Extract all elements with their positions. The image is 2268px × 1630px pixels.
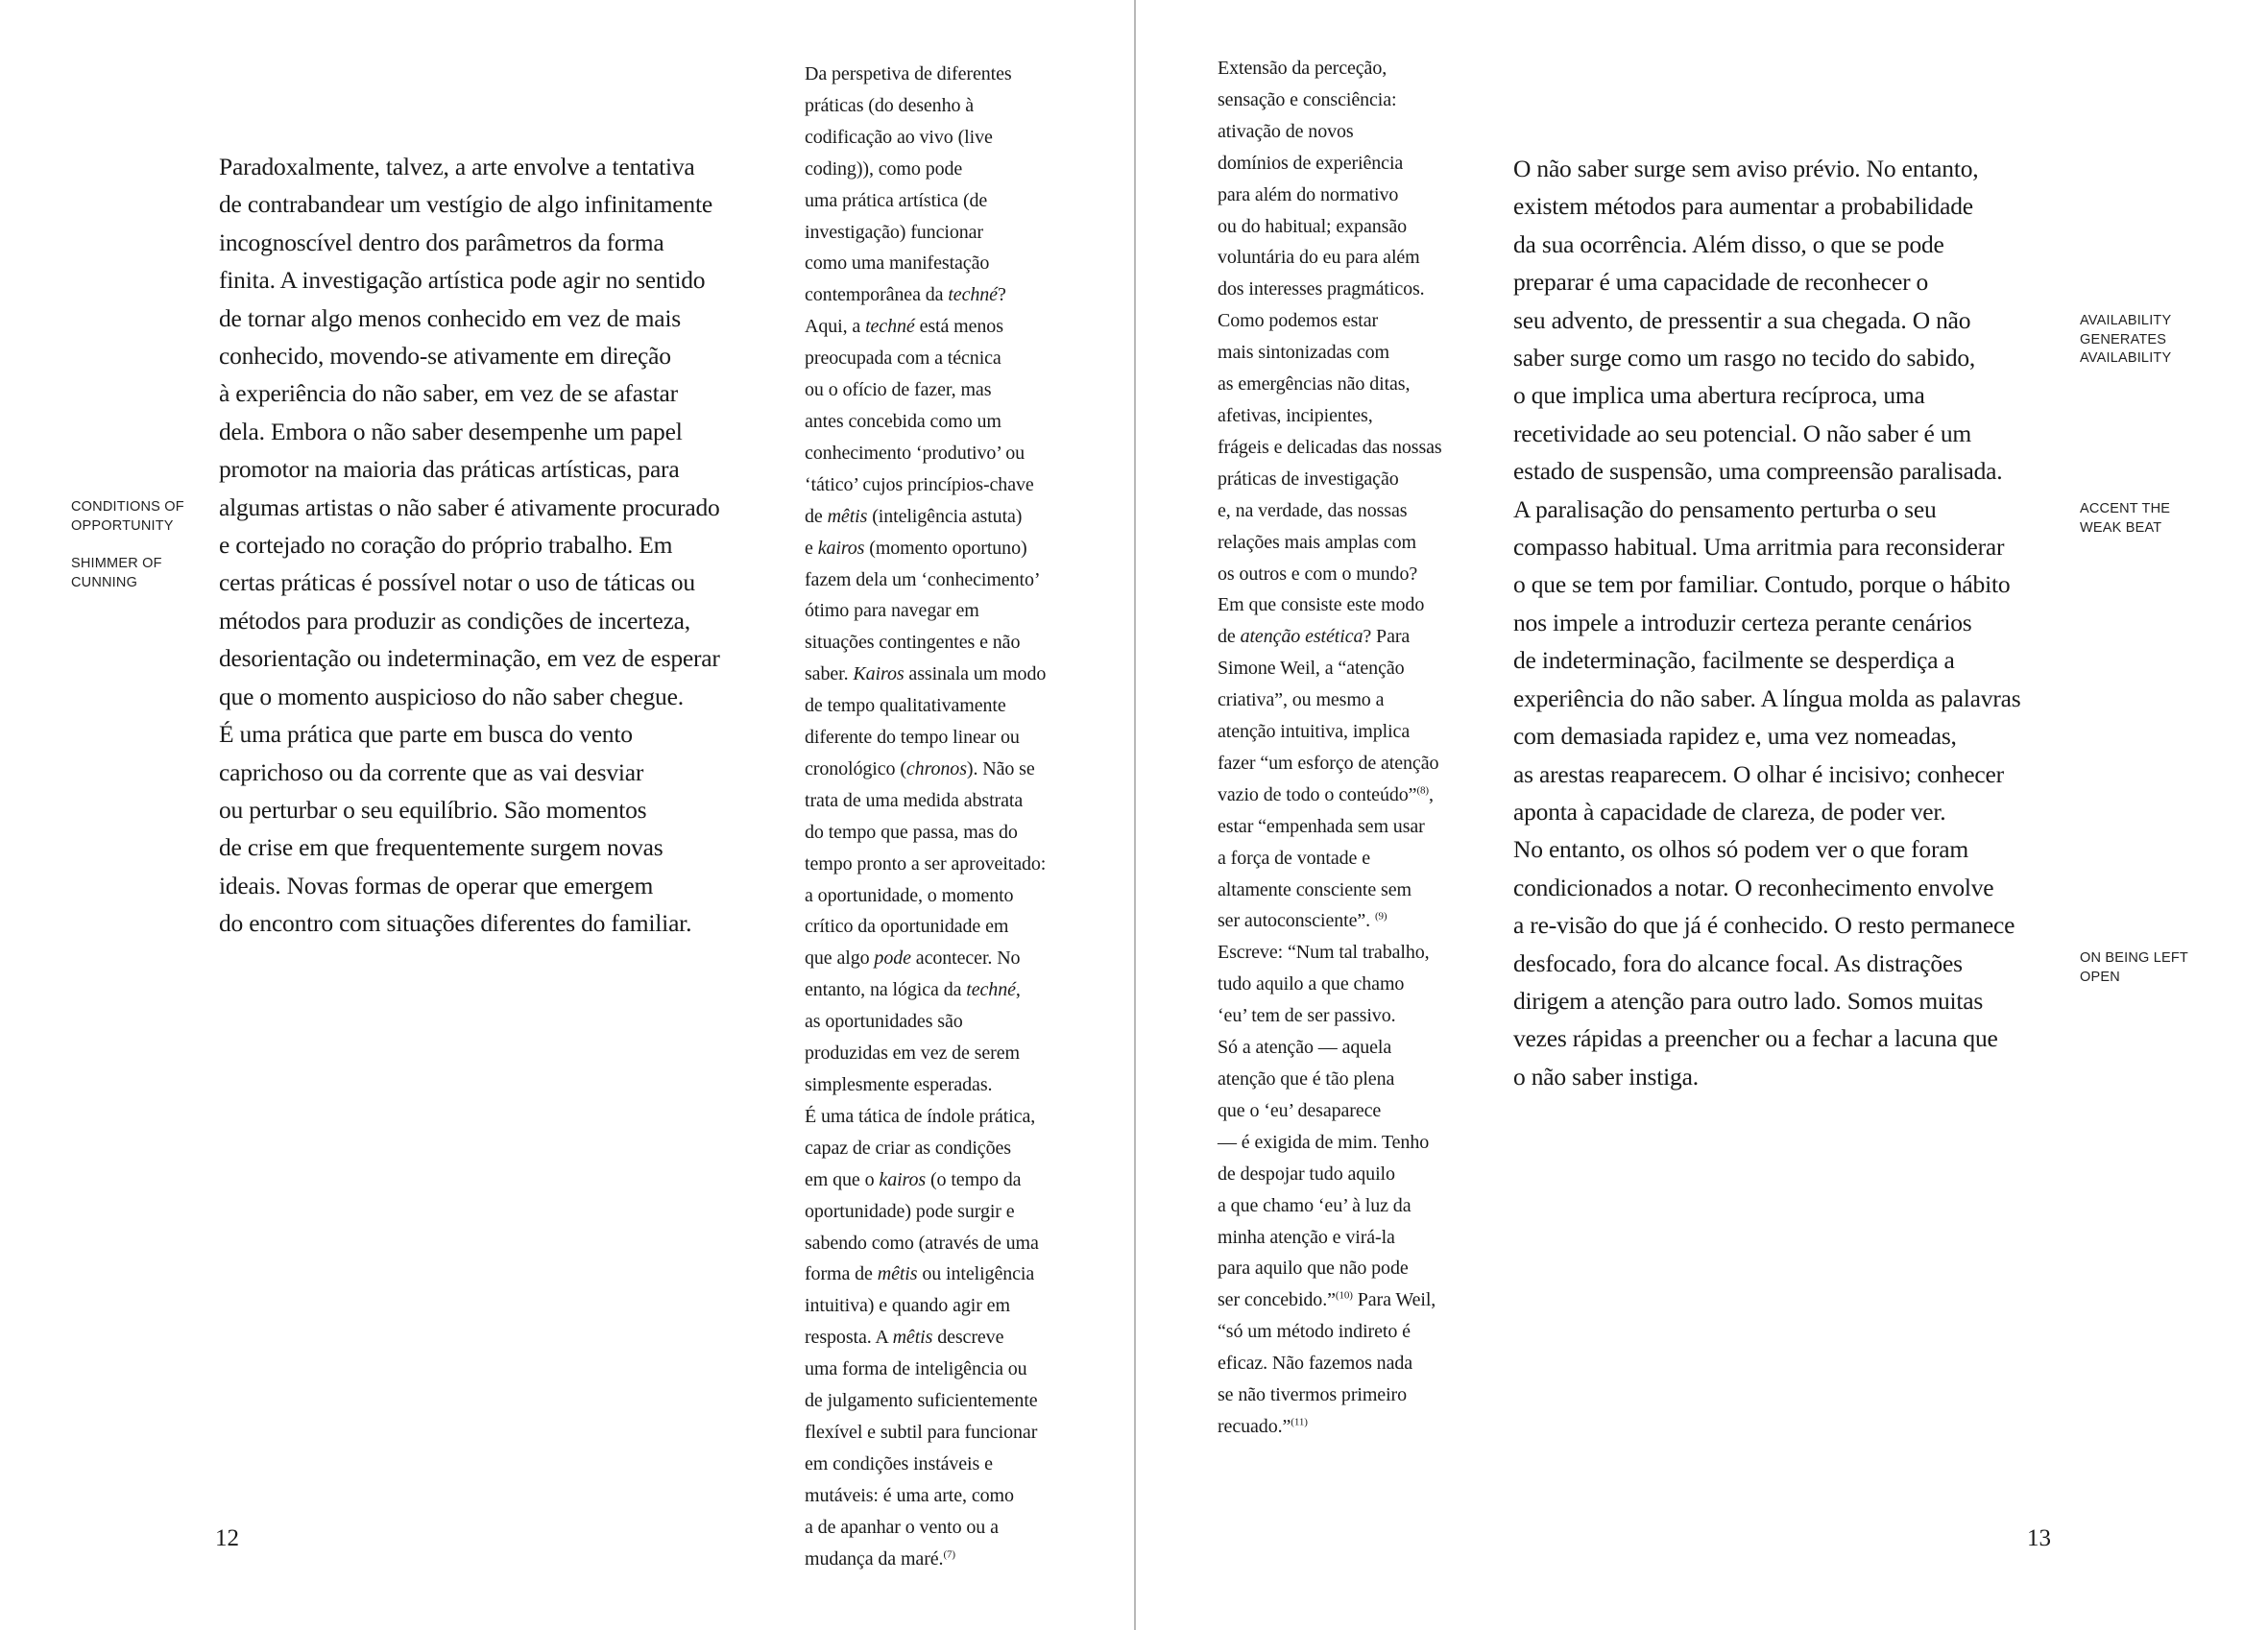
- text-run: Como podemos estar: [1218, 310, 1379, 332]
- text-run: preocupada com a técnica: [805, 348, 1001, 370]
- text-run: assinala um modo: [904, 663, 1047, 685]
- text-line: ideais. Novas formas de operar que emergem: [219, 871, 654, 899]
- text-line: com demasiada rapidez e, uma vez nomeadas,: [1513, 722, 1957, 751]
- text-run: Extensão da perceção,: [1218, 58, 1387, 79]
- text-line: [805, 122, 1112, 154]
- text-run: ótimo para navegar em: [805, 600, 979, 622]
- text-line: de crise em que frequentemente surgem novas: [219, 833, 664, 862]
- text-line: [805, 974, 1112, 1006]
- text-run: como uma manifestação: [805, 252, 990, 275]
- italic-term: atenção estética: [1240, 626, 1363, 648]
- text-line: à experiência do não saber, em vez de se afastar: [219, 379, 678, 408]
- text-line: [805, 817, 1112, 849]
- text-run: capaz de criar as condições: [805, 1137, 1011, 1159]
- text-line: [1218, 432, 1496, 464]
- text-run: ou do habitual; expansão: [1218, 215, 1407, 237]
- text-line: [1218, 1159, 1496, 1190]
- italic-term: pode: [874, 947, 911, 970]
- page-number-right: 13: [2027, 1525, 2051, 1551]
- text-run: para aquilo que não pode: [1218, 1258, 1409, 1280]
- text-line: o que se tem por familiar. Contudo, porque o hábito: [1513, 570, 2011, 599]
- text-line: [1218, 969, 1496, 1000]
- text-line: [1218, 274, 1496, 305]
- text-line: [805, 1228, 1112, 1259]
- text-line: [805, 311, 1112, 343]
- footnote-ref: (8): [1416, 784, 1429, 797]
- text-run: em que o: [805, 1168, 880, 1190]
- text-line: [1218, 211, 1496, 243]
- text-line: [805, 1258, 1112, 1290]
- text-run: afetivas, incipientes,: [1218, 404, 1373, 426]
- text-line: [805, 1006, 1112, 1038]
- text-run: ?: [997, 284, 1006, 306]
- text-line: [805, 374, 1112, 406]
- text-run: voluntária do eu para além: [1218, 247, 1420, 269]
- text-line: [1218, 1379, 1496, 1411]
- text-line: dirigem a atenção para outro lado. Somos muitas: [1513, 986, 1984, 1015]
- text-line: [1218, 1284, 1496, 1316]
- italic-term: kairos: [879, 1168, 927, 1190]
- text-run: Da perspetiva de diferentes: [805, 63, 1012, 84]
- text-run: Só a atenção — aquela: [1218, 1037, 1392, 1059]
- text-line: [1218, 811, 1496, 843]
- text-line: [805, 217, 1112, 249]
- text-line: ou perturbar o seu equilíbrio. São momentos: [219, 795, 647, 824]
- text-run: os outros e com o mundo?: [1218, 563, 1418, 585]
- text-run: Escreve: “Num tal trabalho,: [1218, 942, 1430, 964]
- text-line: [805, 1164, 1112, 1196]
- text-run: tempo pronto a ser aproveitado:: [805, 852, 1047, 875]
- text-run: as oportunidades são: [805, 1011, 963, 1033]
- text-run: minha atenção e virá-la: [1218, 1226, 1395, 1248]
- text-line: condicionados a notar. O reconhecimento envolve: [1513, 873, 1994, 901]
- text-line: [1218, 369, 1496, 400]
- text-line: desorientação ou indeterminação, em vez de esperar: [219, 644, 720, 673]
- text-line: [1218, 337, 1496, 369]
- text-line: o que implica uma abertura recíproca, uma: [1513, 381, 1925, 410]
- text-line: do encontro com situações diferentes do familiar.: [219, 909, 692, 938]
- text-line: [805, 1069, 1112, 1101]
- text-line: [805, 343, 1112, 374]
- text-line: [805, 1101, 1112, 1133]
- text-line: recetividade ao seu potencial. O não saber é um: [1513, 419, 1972, 447]
- text-line: [1218, 116, 1496, 148]
- text-run: dos interesses pragmáticos.: [1218, 278, 1425, 300]
- text-run: relações mais amplas com: [1218, 531, 1416, 553]
- text-line: [1218, 1000, 1496, 1032]
- text-run: (inteligência astuta): [867, 505, 1023, 527]
- text-line: de contrabandear um vestígio de algo infinitamente: [219, 190, 712, 219]
- text-line: [1218, 875, 1496, 906]
- text-line: estado de suspensão, uma compreensão paralisada.: [1513, 457, 2003, 486]
- text-line: [1218, 653, 1496, 684]
- text-line: [1218, 1411, 1496, 1443]
- text-run: trata de uma medida abstrata: [805, 789, 1024, 811]
- text-run: de tempo qualitativamente: [805, 695, 1006, 717]
- text-line: algumas artistas o não saber é ativamente procurado: [219, 492, 720, 521]
- text-line: [805, 248, 1112, 279]
- text-line: [1218, 527, 1496, 559]
- text-line: dela. Embora o não saber desempenhe um papel: [219, 417, 683, 445]
- text-line: [805, 1544, 1112, 1575]
- text-line: [1218, 1316, 1496, 1348]
- text-run: situações contingentes e não: [805, 632, 1021, 654]
- text-line: [805, 690, 1112, 722]
- footnote-ref: (11): [1291, 1416, 1308, 1428]
- text-run: acontecer. No: [910, 947, 1021, 970]
- text-run: ativação de novos: [1218, 120, 1354, 142]
- text-line: [1218, 748, 1496, 779]
- text-line: [1218, 589, 1496, 621]
- text-run: frágeis e delicadas das nossas: [1218, 436, 1442, 458]
- text-line: da sua ocorrência. Além disso, o que se pode: [1513, 229, 1944, 258]
- text-line: caprichoso ou da corrente que as vai desviar: [219, 757, 644, 786]
- footnote-ref: (7): [943, 1547, 955, 1560]
- text-line: [805, 1512, 1112, 1544]
- text-run: forma de: [805, 1263, 878, 1285]
- page-number-left: 12: [215, 1525, 239, 1551]
- text-run: a força de vontade e: [1218, 847, 1371, 869]
- text-run: “só um método indireto é: [1218, 1321, 1411, 1343]
- italic-term: techné: [948, 284, 998, 306]
- text-line: [805, 59, 1112, 90]
- text-line: [805, 533, 1112, 564]
- text-line: [805, 754, 1112, 785]
- text-line: [1218, 937, 1496, 969]
- right-main-column: [1513, 150, 2080, 1095]
- text-run: em condições instáveis e: [805, 1452, 993, 1474]
- text-run: domínios de experiência: [1218, 152, 1404, 174]
- text-run: ). Não se: [966, 757, 1035, 779]
- text-run: ‘tático’ cujos princípios-chave: [805, 473, 1034, 495]
- text-run: estar “empenhada sem usar: [1218, 815, 1425, 837]
- text-line: [805, 279, 1112, 311]
- text-line: [1218, 84, 1496, 116]
- text-line: [805, 564, 1112, 596]
- text-line: [805, 1290, 1112, 1322]
- text-line: A paralisação do pensamento perturba o seu: [1513, 494, 1937, 523]
- text-line: [805, 501, 1112, 533]
- text-run: e: [805, 537, 818, 559]
- text-line: [805, 627, 1112, 659]
- text-run: práticas de investigação: [1218, 467, 1399, 490]
- text-line: que o momento auspicioso do não saber chegue.: [219, 682, 684, 710]
- text-run: — é exigida de mim. Tenho: [1218, 1131, 1430, 1153]
- text-line: [805, 1385, 1112, 1417]
- text-line: seu advento, de pressentir a sua chegada. O não: [1513, 305, 1971, 334]
- text-line: Paradoxalmente, talvez, a arte envolve a tentativa: [219, 153, 695, 180]
- text-line: [1218, 559, 1496, 590]
- text-line: [1218, 1032, 1496, 1064]
- text-line: [805, 1196, 1112, 1228]
- text-run: fazem dela um ‘conhecimento’: [805, 568, 1041, 590]
- italic-term: Kairos: [853, 663, 905, 685]
- text-run: a que chamo ‘eu’ à luz da: [1218, 1194, 1411, 1216]
- text-line: preparar é uma capacidade de reconhecer o: [1513, 268, 1929, 297]
- text-run: para além do normativo: [1218, 183, 1399, 205]
- text-line: [1218, 843, 1496, 875]
- text-run: de despojar tudo aquilo: [1218, 1163, 1395, 1185]
- text-line: [1218, 1253, 1496, 1284]
- text-run: atenção que é tão plena: [1218, 1068, 1395, 1090]
- text-run: intuitiva) e quando agir em: [805, 1295, 1010, 1317]
- text-run: conhecimento ‘produtivo’ ou: [805, 442, 1025, 464]
- text-line: nos impele a introduzir certeza perante cenários: [1513, 608, 1972, 636]
- text-run: sabendo como (através de uma: [805, 1232, 1039, 1254]
- italic-term: chronos: [905, 757, 967, 779]
- text-run: criativa”, ou mesmo a: [1218, 689, 1385, 711]
- text-line: as arestas reaparecem. O olhar é incisivo; conhecer: [1513, 759, 2004, 788]
- text-run: coding)), como pode: [805, 157, 963, 180]
- text-run: que o ‘eu’ desaparece: [1218, 1099, 1382, 1121]
- italic-term: mêtis: [877, 1263, 918, 1285]
- text-run: sensação e consciência:: [1218, 88, 1397, 110]
- text-run: produzidas em vez de serem: [805, 1043, 1020, 1065]
- text-line: No entanto, os olhos só podem ver o que foram: [1513, 835, 1968, 864]
- text-line: desfocado, fora do alcance focal. As distrações: [1513, 948, 1963, 977]
- text-run: atenção intuitiva, implica: [1218, 721, 1411, 743]
- text-line: compasso habitual. Uma arritmia para reconsiderar: [1513, 533, 2005, 562]
- text-line: [1218, 1222, 1496, 1254]
- text-run: (o tempo da: [926, 1168, 1022, 1190]
- text-line: [805, 595, 1112, 627]
- text-run: uma prática artística (de: [805, 189, 988, 211]
- text-run: É uma tática de índole prática,: [805, 1105, 1036, 1127]
- text-run: as emergências não ditas,: [1218, 373, 1411, 396]
- text-line: [1218, 779, 1496, 811]
- text-run: ser autoconsciente”.: [1218, 910, 1375, 932]
- text-run: vazio de todo o conteúdo”: [1218, 783, 1417, 805]
- left-side-column: [805, 59, 1112, 1575]
- text-line: de indeterminação, facilmente se desperdiça a: [1513, 646, 1955, 675]
- text-line: [1218, 1190, 1496, 1222]
- text-line: [1218, 305, 1496, 337]
- text-line: finita. A investigação artística pode agir no sentido: [219, 266, 706, 295]
- text-run: eficaz. Não fazemos nada: [1218, 1353, 1413, 1375]
- text-run: ‘eu’ tem de ser passivo.: [1218, 1005, 1396, 1027]
- text-run: uma forma de inteligência ou: [805, 1358, 1027, 1380]
- text-run: e, na verdade, das nossas: [1218, 499, 1408, 521]
- text-run: altamente consciente sem: [1218, 878, 1411, 900]
- text-line: promotor na maioria das práticas artísticas, para: [219, 455, 680, 484]
- footnote-ref: (10): [1335, 1289, 1353, 1302]
- text-run: tudo aquilo a que chamo: [1218, 973, 1405, 995]
- text-line: [805, 1133, 1112, 1164]
- text-run: Aqui, a: [805, 316, 866, 338]
- text-run: de julgamento suficientemente: [805, 1390, 1038, 1412]
- text-line: [1218, 242, 1496, 274]
- italic-term: techné: [865, 316, 915, 338]
- text-run: cronológico (: [805, 757, 906, 779]
- text-line: [1218, 1095, 1496, 1127]
- margin-note-accent-the-weak-beat: ACCENT THE WEAK BEAT: [2080, 501, 2171, 536]
- text-line: [805, 438, 1112, 469]
- italic-term: kairos: [817, 537, 865, 559]
- text-line: [1218, 1348, 1496, 1379]
- text-run: investigação) funcionar: [805, 221, 983, 243]
- text-line: [1218, 684, 1496, 716]
- text-run: ,: [1428, 783, 1434, 805]
- text-run: flexível e subtil para funcionar: [805, 1421, 1038, 1443]
- text-run: recuado.”: [1218, 1415, 1291, 1437]
- text-run: diferente do tempo linear ou: [805, 727, 1020, 749]
- text-line: experiência do não saber. A língua molda as palavras: [1513, 683, 2021, 712]
- text-line: É uma prática que parte em busca do vento: [219, 720, 633, 749]
- text-run: ou o ofício de fazer, mas: [805, 379, 992, 401]
- margin-note-on-being-left-open: ON BEING LEFT OPEN: [2080, 950, 2188, 985]
- text-line: [1218, 53, 1496, 84]
- text-line: [805, 1480, 1112, 1512]
- italic-term: techné: [966, 979, 1016, 1001]
- text-run: entanto, na lógica da: [805, 979, 967, 1001]
- text-line: [1218, 905, 1496, 937]
- text-run: mais sintonizadas com: [1218, 342, 1389, 364]
- italic-term: mêtis: [892, 1327, 933, 1349]
- text-line: conhecido, movendo-se ativamente em direção: [219, 342, 671, 371]
- margin-note-availability-generates-availability: AVAILABILITY GENERATES AVAILABILITY: [2080, 313, 2172, 366]
- text-run: fazer “um esforço de atenção: [1218, 752, 1439, 774]
- text-run: (momento oportuno): [864, 537, 1027, 559]
- left-main-column: [219, 148, 757, 943]
- text-run: Em que consiste este modo: [1218, 594, 1425, 616]
- text-line: vezes rápidas a preencher ou a fechar a lacuna que: [1513, 1024, 1998, 1053]
- text-run: a de apanhar o vento ou a: [805, 1516, 999, 1538]
- text-run: mudança da maré.: [805, 1547, 944, 1570]
- text-line: e cortejado no coração do próprio trabalho. Em: [219, 531, 673, 560]
- text-line: [1218, 400, 1496, 432]
- text-line: [805, 722, 1112, 754]
- text-line: O não saber surge sem aviso prévio. No entanto,: [1513, 155, 1979, 182]
- text-run: do tempo que passa, mas do: [805, 821, 1018, 843]
- text-run: ou inteligência: [917, 1263, 1035, 1285]
- text-line: [1218, 180, 1496, 211]
- text-line: [1218, 495, 1496, 527]
- text-line: saber surge como um rasgo no tecido do sabido,: [1513, 344, 1976, 372]
- text-line: [1218, 464, 1496, 495]
- text-line: [805, 1038, 1112, 1069]
- footnote-ref: (9): [1374, 910, 1387, 923]
- text-line: [805, 785, 1112, 817]
- margin-note-conditions-of-opportunity: CONDITIONS OF OPPORTUNITY: [71, 499, 184, 534]
- text-line: [805, 659, 1112, 690]
- text-run: a oportunidade, o momento: [805, 884, 1014, 906]
- text-line: [805, 469, 1112, 501]
- text-run: simplesmente esperadas.: [805, 1074, 993, 1095]
- text-run: práticas (do desenho à: [805, 94, 975, 116]
- text-line: a re-visão do que já é conhecido. O resto permanece: [1513, 911, 2015, 940]
- text-line: [805, 90, 1112, 122]
- text-line: [805, 911, 1112, 943]
- text-line: de tornar algo menos conhecido em vez de mais: [219, 303, 681, 332]
- text-run: de: [805, 505, 828, 527]
- text-run: contemporânea da: [805, 284, 949, 306]
- text-run: ser concebido.”: [1218, 1289, 1336, 1311]
- text-run: resposta. A: [805, 1327, 893, 1349]
- text-line: [805, 1354, 1112, 1385]
- text-line: [805, 154, 1112, 185]
- text-run: ? Para: [1363, 626, 1411, 648]
- text-line: o não saber instiga.: [1513, 1062, 1699, 1091]
- text-run: Para Weil,: [1352, 1289, 1436, 1311]
- text-run: ,: [1015, 979, 1021, 1001]
- text-line: [805, 880, 1112, 912]
- italic-term: mêtis: [827, 505, 868, 527]
- text-run: mutáveis: é uma arte, como: [805, 1484, 1014, 1506]
- text-run: oportunidade) pode surgir e: [805, 1200, 1015, 1222]
- text-run: antes concebida como um: [805, 410, 1001, 432]
- text-run: de: [1218, 626, 1241, 648]
- text-line: existem métodos para aumentar a probabilidade: [1513, 192, 1973, 221]
- text-run: crítico da oportunidade em: [805, 916, 1009, 938]
- text-line: incognoscível dentro dos parâmetros da forma: [219, 228, 664, 256]
- text-line: [1218, 716, 1496, 748]
- text-line: [805, 849, 1112, 880]
- text-line: [805, 1449, 1112, 1480]
- text-line: [805, 943, 1112, 974]
- text-run: se não tivermos primeiro: [1218, 1384, 1407, 1406]
- text-line: [1218, 1127, 1496, 1159]
- text-line: aponta à capacidade de clareza, de poder ver.: [1513, 797, 1946, 826]
- text-run: saber.: [805, 663, 854, 685]
- text-line: [805, 1417, 1112, 1449]
- text-line: [1218, 1064, 1496, 1095]
- text-line: [805, 406, 1112, 438]
- text-line: [1218, 148, 1496, 180]
- text-line: certas práticas é possível notar o uso de táticas ou: [219, 568, 695, 597]
- text-run: codificação ao vivo (live: [805, 126, 993, 148]
- text-run: que algo: [805, 947, 875, 970]
- margin-note-shimmer-of-cunning: SHIMMER OF CUNNING: [71, 556, 162, 590]
- text-run: está menos: [914, 316, 1003, 338]
- text-line: [805, 185, 1112, 217]
- text-run: descreve: [932, 1327, 1004, 1349]
- text-line: métodos para produzir as condições de incerteza,: [219, 606, 690, 635]
- text-line: [1218, 621, 1496, 653]
- right-side-column: [1218, 53, 1496, 1443]
- text-line: [805, 1322, 1112, 1354]
- text-run: Simone Weil, a “atenção: [1218, 658, 1405, 680]
